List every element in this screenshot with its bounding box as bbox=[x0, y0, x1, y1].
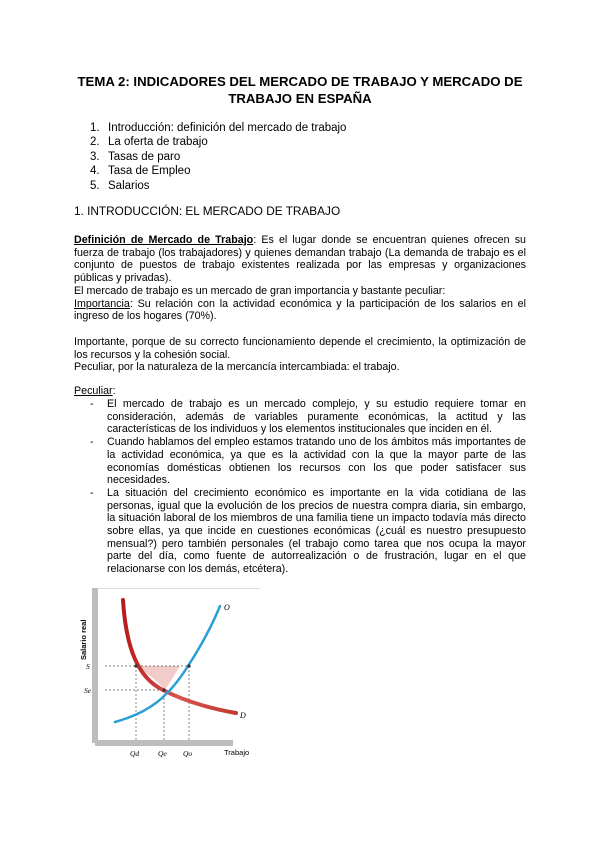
toc-label: Tasa de Empleo bbox=[108, 165, 191, 178]
intro-line: El mercado de trabajo es un mercado de gran importancia y bastante peculiar: bbox=[74, 284, 446, 297]
toc-label: Salarios bbox=[108, 179, 150, 192]
point-equilibrium bbox=[162, 688, 165, 691]
definition-text: : Es el lugar donde se encuentran quienes ofrecen su fuerza de trabajo (los trabajadores) y quienes demandan trabajo (La demanda de trabajo es el conjunto de puestos de trabajo existentes realizada por las empresas y organizaciones públicas y privadas). bbox=[74, 234, 526, 285]
plot-area bbox=[95, 588, 260, 738]
list-item bbox=[74, 398, 526, 436]
point-qo bbox=[187, 664, 190, 667]
list-item bbox=[74, 436, 526, 487]
bullet-text: Cuando hablamos del empleo estamos tratando uno de los ámbitos más importantes de la actividad económica, ya que es la actividad con la que la mayor parte de las economías domésticas obtienen los recursos con los que poder satisfacer sus necesidades. bbox=[107, 436, 526, 487]
x-tick-qd: Qd bbox=[130, 749, 140, 758]
toc-number: 1. bbox=[90, 122, 100, 134]
toc-number: 3. bbox=[90, 150, 100, 163]
peculiar-colon: : bbox=[112, 385, 116, 397]
bullet-dash: - bbox=[90, 486, 94, 499]
definition-term: Definición de Mercado de Trabajo bbox=[74, 234, 254, 246]
x-axis-label: Trabajo bbox=[224, 748, 250, 757]
peculiar-heading bbox=[74, 385, 526, 398]
importancia-text: : Su relación con la actividad económica y la participación de los salarios en el ingreso de los hogares (70%). bbox=[74, 297, 526, 323]
peculiar-paragraph: Peculiar, por la naturaleza de la mercancía intercambiada: el trabajo. bbox=[74, 361, 400, 374]
bullet-dash: - bbox=[90, 398, 94, 410]
toc-label: Introducción: definición del mercado de trabajo bbox=[108, 122, 347, 134]
y-axis-label: Salario real bbox=[79, 619, 88, 660]
section-heading: 1. INTRODUCCIÓN: EL MERCADO DE TRABAJO bbox=[74, 204, 341, 218]
series-label-d: D bbox=[240, 711, 246, 720]
y-tick-s: S bbox=[86, 662, 90, 671]
toc-item bbox=[90, 150, 346, 164]
bullet-text: El mercado de trabajo es un mercado complejo, y su estudio requiere tomar en consideración, además de variables puramente económicas, la actitud y las características de los individuos y los elementos institucionales que inciden en él. bbox=[107, 398, 526, 436]
bullet-text: La situación del crecimiento económico es importante en la vida cotidiana de las personas, igual que la evolución de los precios de nuestra compra diaria, sin embargo, la situación laboral de los miembros de una familia tiene un impacto todavía más directo sobre ellas, ya que incide en cuestiones económicas (¿cuál es nuestro presupuesto mensual?) pero también personales (el trabajo como tarea que nos ocupa la mayor parte del día, como fuente de autorrealización o de frustración, lugar en el que relacionarse con los demás, etcétera). bbox=[107, 486, 526, 576]
series-label-o: O bbox=[224, 603, 230, 612]
toc-item bbox=[90, 121, 346, 135]
toc-label: La oferta de trabajo bbox=[108, 136, 208, 149]
toc-item bbox=[90, 179, 346, 193]
y-tick-se: Se bbox=[84, 686, 92, 695]
toc-label: Tasas de paro bbox=[108, 150, 181, 163]
toc-item bbox=[90, 135, 346, 149]
table-of-contents bbox=[90, 121, 346, 193]
importance-block bbox=[74, 336, 526, 374]
toc-number: 4. bbox=[90, 165, 100, 178]
labor-market-chart bbox=[68, 588, 268, 768]
definition-block bbox=[74, 234, 526, 323]
importante-paragraph: Importante, porque de su correcto funcionamiento depende el crecimiento, la optimización de los recursos y la cohesión social. bbox=[74, 336, 526, 361]
list-item bbox=[74, 487, 526, 576]
page-title: TEMA 2: INDICADORES DEL MERCADO DE TRABAJO Y MERCADO DE TRABAJO EN ESPAÑA bbox=[77, 74, 523, 106]
point-qd bbox=[134, 664, 137, 667]
toc-number: 2. bbox=[90, 136, 100, 149]
peculiar-label: Peculiar bbox=[74, 385, 113, 397]
bullet-dash: - bbox=[90, 436, 94, 449]
x-tick-qo: Qo bbox=[183, 749, 193, 758]
importancia-paragraph bbox=[74, 298, 526, 323]
importancia-label: Importancia bbox=[74, 297, 130, 310]
x-tick-qe: Qe bbox=[158, 749, 167, 758]
toc-item bbox=[90, 164, 346, 178]
toc-number: 5. bbox=[90, 179, 100, 192]
definition-paragraph bbox=[74, 234, 526, 285]
peculiar-bullet-list bbox=[74, 398, 526, 576]
